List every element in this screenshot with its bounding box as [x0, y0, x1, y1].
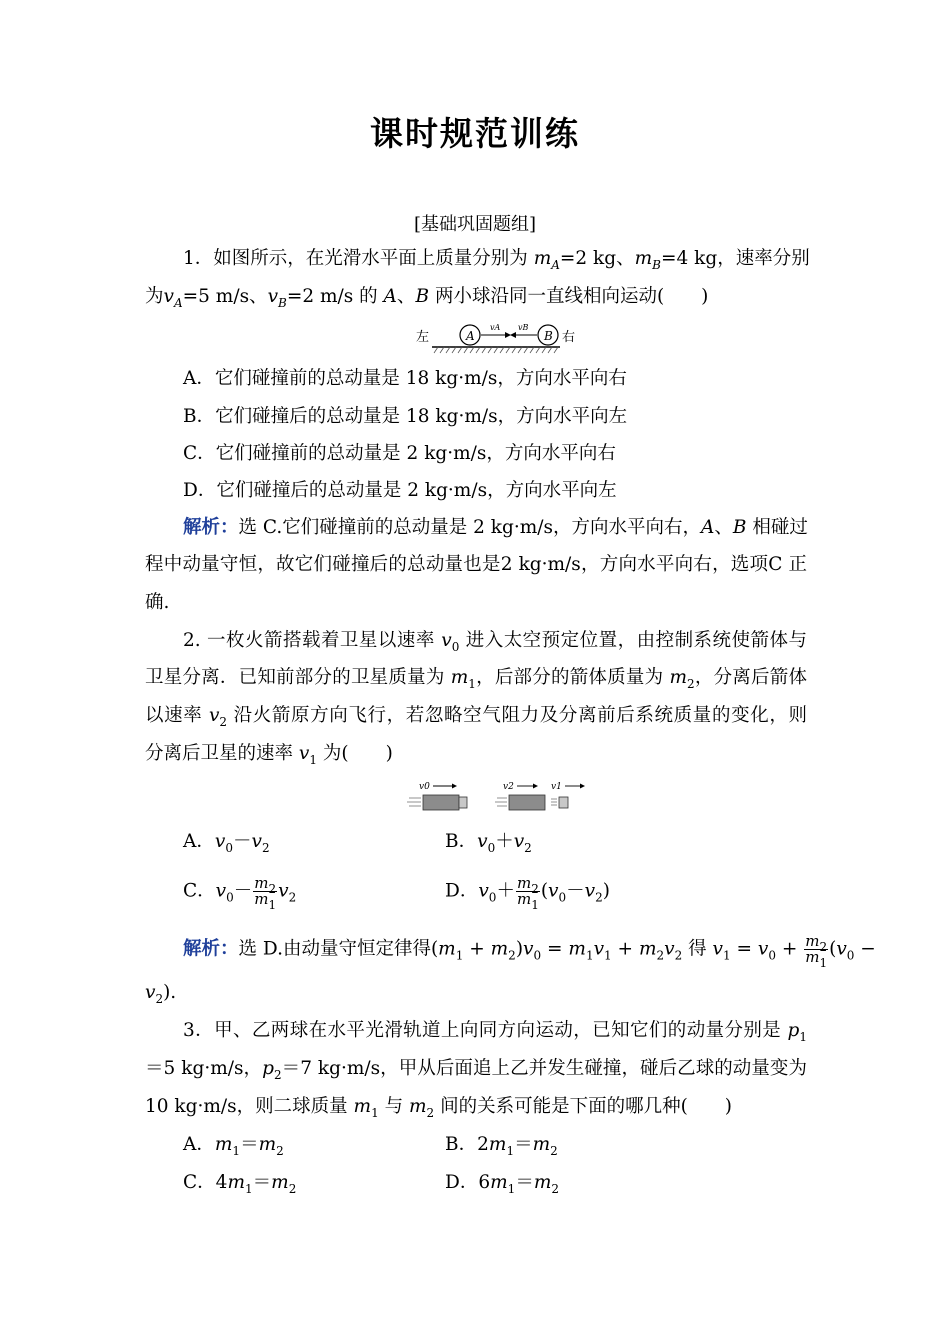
q2-option-b: B．$v_0+v_2$	[445, 831, 532, 855]
q2-option-a: A．$v_0-v_2$	[183, 831, 270, 855]
exhaust-lines-2	[495, 798, 507, 806]
ground-hatching	[434, 347, 558, 353]
q3-option-d: D．$6m_1=m_2$	[445, 1172, 560, 1196]
q3-option-b: B．$2m_1=m_2$	[445, 1134, 558, 1158]
q2-stem-line-4: 分离后卫星的速率 $v_1$ 为( )	[145, 743, 393, 767]
q1-analysis-line-2: 程中动量守恒，故它们碰撞后的总动量也是2 kg·m/s，方向水平向右，选项C 正	[145, 554, 807, 575]
q1-figure	[410, 322, 590, 356]
vb-label: vB	[518, 323, 529, 332]
v1-label: v1	[551, 782, 562, 792]
analysis-label: 解析：	[183, 517, 239, 538]
v0-label: v0	[419, 782, 430, 792]
q1-analysis-line-3: 确.	[145, 592, 170, 613]
q1-option-c: C．它们碰撞前的总动量是 2 kg·m/s，方向水平向右	[183, 443, 616, 464]
rocket-satellite	[459, 797, 467, 808]
q2-analysis-line-1: 解析：选 D.由动量守恒定律得$(m_1 + m_2)v_0 = m_1v_1 + m_2v_2$ 得 $v_1 = v_0$ + $\frac{m_2}{m_1}$ ($v_0$ −	[183, 932, 876, 970]
q1-option-b: B．它们碰撞后的总动量是 18 kg·m/s，方向水平向左	[183, 406, 628, 427]
rocket-body	[423, 795, 459, 810]
page-title: 课时规范训练	[370, 114, 580, 153]
q3-stem-line-2: ＝5 kg·m/s，$p_2=7$ kg·m/s，甲从后面追上乙并发生碰撞，碰后乙球的动量变为	[145, 1058, 807, 1082]
q2-option-d: D．$v_0+$ $\frac{m_2}{m_1}$ $(v_0-v_2)$	[445, 874, 610, 912]
q3-stem-line-3: 10 kg·m/s，则二球质量 $m_1$ 与 $m_2$ 间的关系可能是下面的哪几种( )	[145, 1096, 733, 1120]
section-heading: [基础巩固题组]	[413, 214, 537, 235]
q2-analysis-line-2: $v_2$).	[145, 982, 177, 1006]
q2-stem-line-2: 卫星分离．已知前部分的卫星质量为 $m_1$，后部分的箭体质量为 $m_2$，分离后箭体	[145, 667, 807, 691]
q2-stem-line-3: 以速率 $v_2$ 沿火箭原方向飞行，若忽略空气阻力及分离前后系统质量的变化，则	[145, 705, 807, 729]
q3-stem-line-1: 3．甲、乙两球在水平光滑轨道上向同方向运动，已知它们的动量分别是 $p_1$	[183, 1020, 807, 1044]
q3-option-c: C．$4m_1=m_2$	[183, 1172, 297, 1196]
separated-body	[509, 795, 545, 810]
q1-option-d: D．它们碰撞后的总动量是 2 kg·m/s，方向水平向左	[183, 480, 617, 501]
fig-left-label: 左	[416, 330, 430, 345]
q1-stem-line-2: 为$v_A=5$ m/s、$v_B=2$ m/s 的 A、B 两小球沿同一直线相向运动( )	[145, 286, 709, 310]
q1-option-a: A．它们碰撞前的总动量是 18 kg·m/s，方向水平向右	[183, 368, 627, 389]
v2-label: v2	[503, 782, 514, 792]
q1-stem-line-1: 1．如图所示，在光滑水平面上质量分别为 $m_A=2$ kg、$m_B=4$ kg，速率分别	[183, 248, 810, 272]
va-label: vA	[490, 323, 501, 332]
q2-stem-line-1: 2. 一枚火箭搭载着卫星以速率 $v_0$ 进入太空预定位置，由控制系统使箭体与	[183, 630, 807, 654]
q1-analysis-line-1: 解析：选 C.它们碰撞前的总动量是 2 kg·m/s，方向水平向右，A、B 相碰过	[183, 517, 808, 538]
ball-a-label: A	[466, 329, 475, 343]
ball-b-label: B	[544, 329, 553, 343]
q2-option-c: C．$v_0-$ $\frac{m_2}{m_1}$ $v_2$	[183, 874, 297, 912]
fig-right-label: 右	[562, 330, 576, 345]
analysis-label: 解析：	[183, 938, 239, 960]
arrow-vb-head	[510, 332, 516, 338]
separated-satellite	[559, 797, 568, 808]
q2-figure	[405, 778, 595, 814]
exhaust-lines-1	[407, 798, 421, 806]
q3-option-a: A．$m_1=m_2$	[183, 1134, 284, 1158]
